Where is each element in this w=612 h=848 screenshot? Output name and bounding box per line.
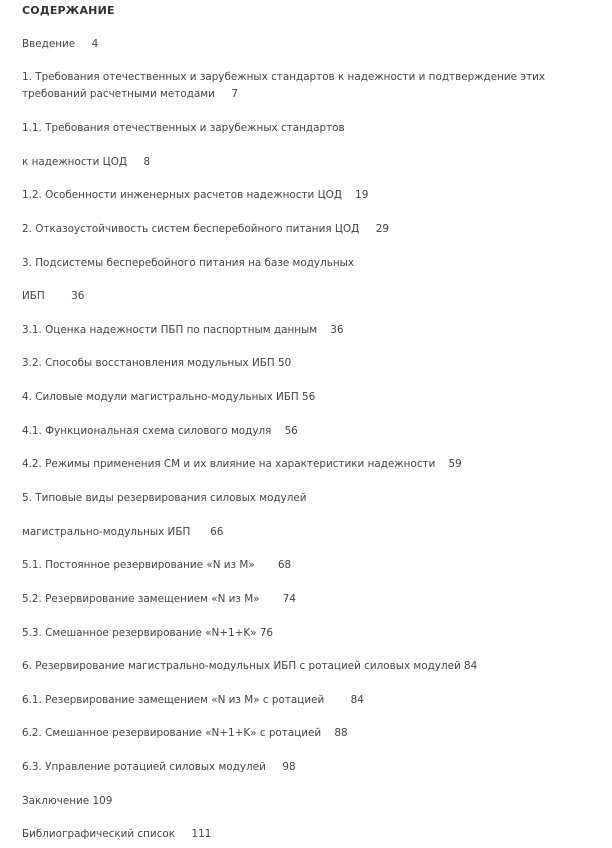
toc-entry-3: 3. Подсистемы бесперебойного питания на базе модульных bbox=[22, 257, 354, 269]
toc-entry-5-3: 5.3. Смешанное резервирование «N+1+K» 76 bbox=[22, 627, 274, 639]
toc-entry-3-2: 3.2. Способы восстановления модульных ИБП 50 bbox=[22, 357, 292, 369]
toc-entry-6-3: 6.3. Управление ротацией силовых модулей 98 bbox=[22, 761, 296, 773]
toc-entry-6-1: 6.1. Резервирование замещением «N из M» с ротацией 84 bbox=[22, 694, 364, 706]
toc-entry-bibliography: Библиографический список 111 bbox=[22, 828, 212, 840]
toc-title: СОДЕРЖАНИЕ bbox=[22, 4, 115, 17]
table-of-contents bbox=[22, 0, 608, 848]
toc-entry-5-2: 5.2. Резервирование замещением «N из M» 74 bbox=[22, 593, 296, 605]
toc-entry-6-2: 6.2. Смешанное резервирование «N+1+K» с ротацией 88 bbox=[22, 727, 348, 739]
toc-entry-3-1: 3.1. Оценка надежности ПБП по паспортным данным 36 bbox=[22, 324, 344, 336]
toc-entry-4-1: 4.1. Функциональная схема силового модуля 56 bbox=[22, 425, 298, 437]
toc-entry-conclusion: Заключение 109 bbox=[22, 795, 113, 807]
toc-entry-5-1: 5.1. Постоянное резервирование «N из M» 68 bbox=[22, 559, 292, 571]
toc-entry-5: 5. Типовые виды резервирования силовых модулей bbox=[22, 492, 307, 504]
toc-entry-4: 4. Силовые модули магистрально-модульных ИБП 56 bbox=[22, 391, 316, 403]
toc-entry-6: 6. Резервирование магистрально-модульных ИБП с ротацией силовых модулей 84 bbox=[22, 660, 478, 672]
toc-entry-1-1-continued: к надежности ЦОД 8 bbox=[22, 156, 151, 168]
toc-entry-3-continued: ИБП 36 bbox=[22, 290, 85, 302]
toc-entry-4-2: 4.2. Режимы применения СМ и их влияние на характеристики надежности 59 bbox=[22, 458, 462, 470]
toc-entry-1-2: 1.2. Особенности инженерных расчетов надежности ЦОД 19 bbox=[22, 189, 369, 201]
toc-entry-2: 2. Отказоустойчивость систем бесперебойного питания ЦОД 29 bbox=[22, 223, 389, 235]
toc-entry-1-1: 1.1. Требования отечественных и зарубежных стандартов bbox=[22, 122, 345, 134]
toc-entry-introduction: Введение 4 bbox=[22, 38, 99, 50]
toc-entry-1: 1. Требования отечественных и зарубежных стандартов к надежности и подтверждение этих требований расчетными методами 7 bbox=[22, 71, 549, 100]
toc-entry-5-continued: магистрально-модульных ИБП 66 bbox=[22, 526, 224, 538]
